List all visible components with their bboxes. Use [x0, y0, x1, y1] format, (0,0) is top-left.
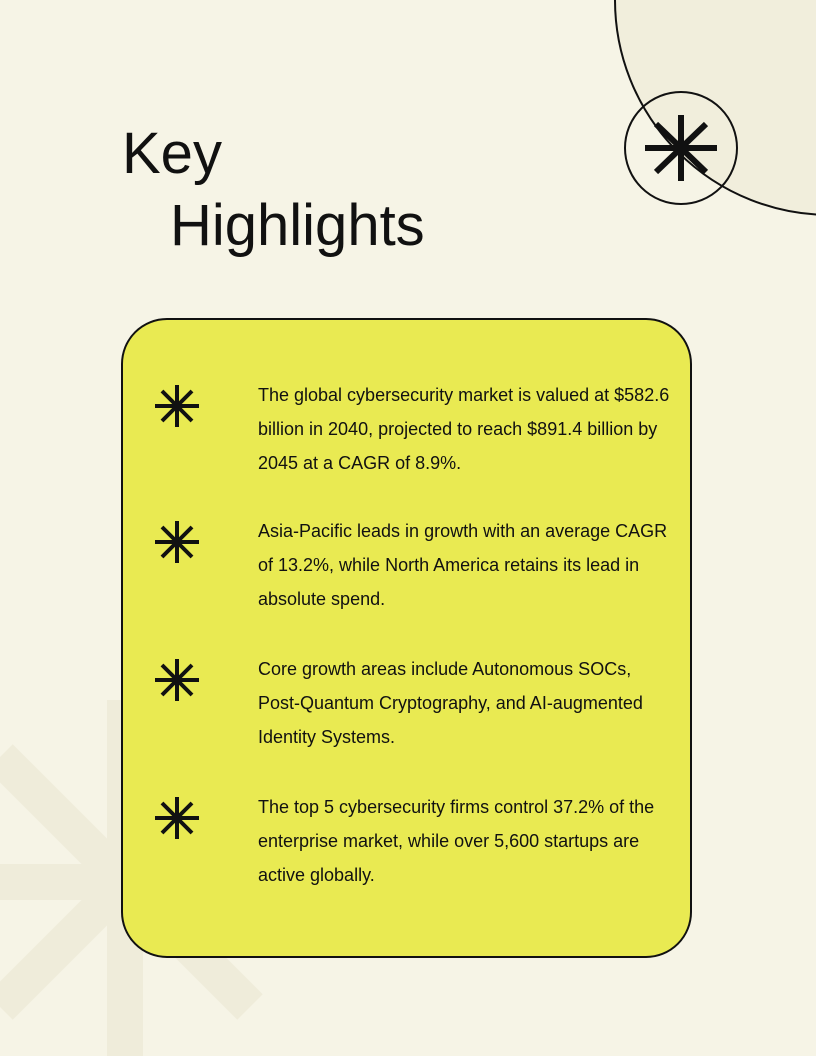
- asterisk-logo-icon: [645, 115, 717, 181]
- asterisk-icon: [153, 518, 201, 566]
- highlight-text: Core growth areas include Autonomous SOCs, Post-Quantum Cryptography, and AI-augmented Identity Systems.: [258, 659, 643, 747]
- title-line-1: Key: [122, 121, 222, 186]
- highlight-text: The top 5 cybersecurity firms control 37.2% of the enterprise market, while over 5,600 startups are active globally.: [258, 797, 655, 885]
- highlights-card: [121, 318, 692, 958]
- large-circle-decoration: [615, 0, 816, 215]
- page-title: [122, 118, 425, 262]
- highlight-text: The global cybersecurity market is valued at $582.6 billion in 2040, projected to reach $891.4 billion by 2045 at a CAGR of 8.9%.: [258, 385, 670, 473]
- asterisk-icon: [153, 656, 201, 704]
- asterisk-icon: [153, 794, 201, 842]
- highlight-text: Asia-Pacific leads in growth with an average CAGR of 13.2%, while North America retains its lead in absolute spend.: [258, 521, 668, 609]
- title-line-2: Highlights: [170, 193, 425, 258]
- asterisk-icon: [153, 382, 201, 430]
